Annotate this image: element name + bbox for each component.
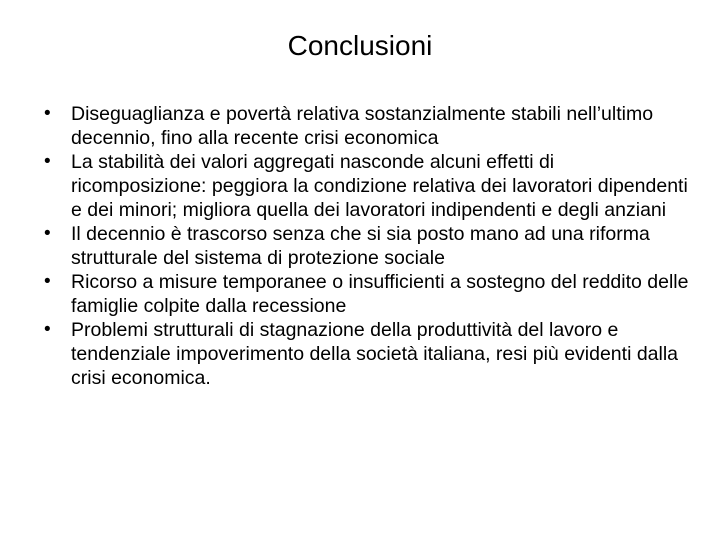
bullet-item: • Problemi strutturali di stagnazione della produttività del lavoro e tendenziale impoverimento della società italiana, resi più evidenti dalla crisi economica. <box>44 318 694 390</box>
bullet-list <box>44 102 694 390</box>
slide-title: Conclusioni <box>287 30 433 61</box>
bullet-item: • Ricorso a misure temporanee o insufficienti a sostegno del reddito delle famiglie colpite dalla recessione <box>44 270 694 318</box>
bullet-item: • La stabilità dei valori aggregati nasconde alcuni effetti di ricomposizione: peggiora la condizione relativa dei lavoratori dipendenti e dei minori; migliora quella dei lavoratori indipendenti e degli anziani <box>44 150 694 222</box>
bullet-item: • Il decennio è trascorso senza che si sia posto mano ad una riforma strutturale del sistema di protezione sociale <box>44 222 694 270</box>
bullet-item: • Diseguaglianza e povertà relativa sostanzialmente stabili nell’ultimo decennio, fino alla recente crisi economica <box>44 102 694 150</box>
